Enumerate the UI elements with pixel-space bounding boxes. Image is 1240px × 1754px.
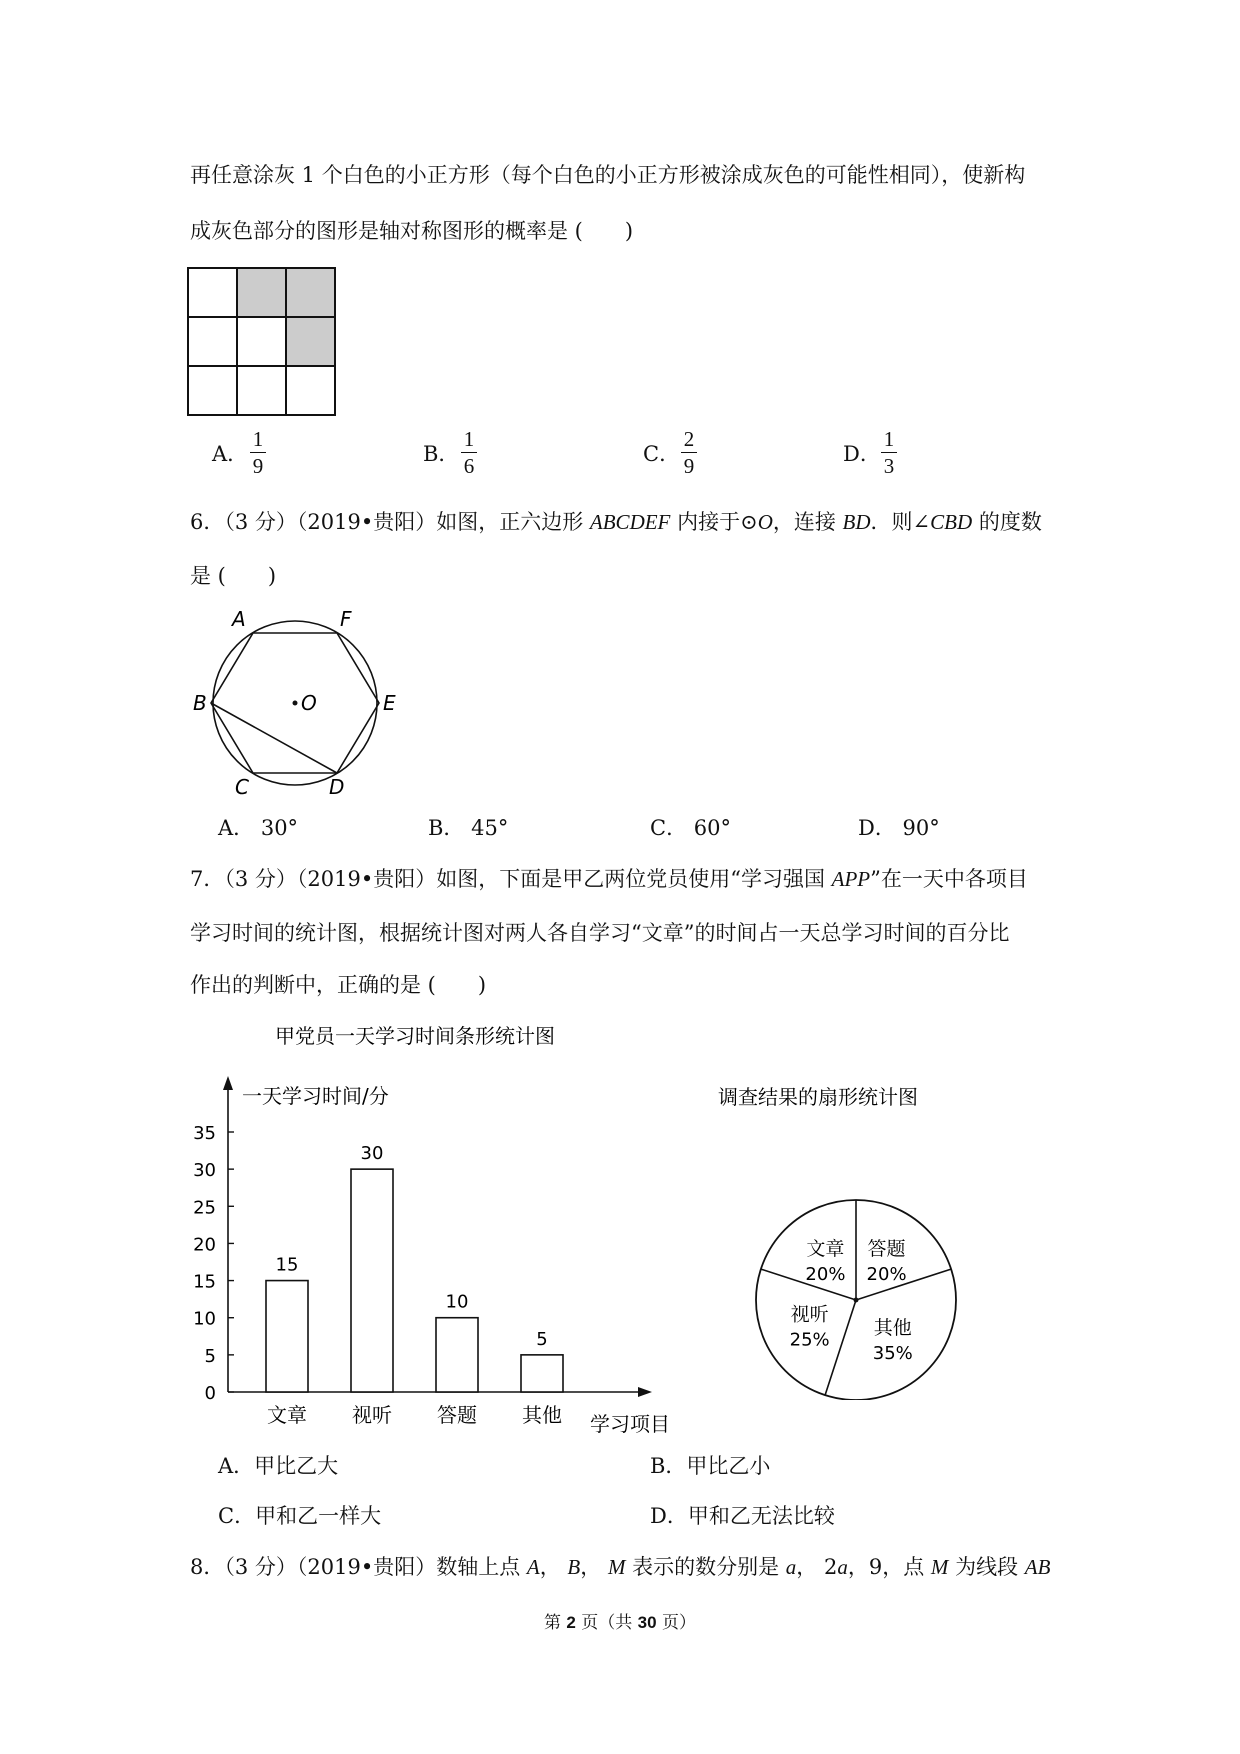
q5-grid-figure: [186, 266, 338, 418]
q5-option-b-fraction: [461, 428, 477, 477]
bar-value-label: 5: [536, 1328, 548, 1350]
bar: [436, 1318, 478, 1392]
q7-text-line1: 7．（3 分）（2019•贵阳）如图，下面是甲乙两位党员使用“学习强国 APP”在一天中各项目: [190, 867, 1028, 891]
q6-text-line2: 是 ( ): [190, 564, 277, 588]
pie-chart-title: 调查结果的扇形统计图: [718, 1085, 918, 1109]
y-axis-arrow: [223, 1076, 233, 1090]
fraction-numerator: 1: [463, 427, 475, 451]
fraction-denominator: 3: [883, 454, 895, 478]
grid-cell-gray: [286, 317, 335, 366]
pie-slice-percent: 25%: [789, 1329, 830, 1351]
label-e: E: [383, 691, 396, 715]
q7-text-line2: 学习时间的统计图，根据统计图对两人各自学习“文章”的时间占一天总学习时间的百分比: [190, 921, 1010, 945]
grid-cell-gray: [286, 268, 335, 317]
label-c: C: [235, 775, 249, 799]
fraction-numerator: 1: [883, 427, 895, 451]
grid-cell-gray: [237, 268, 286, 317]
q6-option-d[interactable]: D． 90°: [858, 816, 940, 840]
pie-slice-name: 其他: [873, 1316, 912, 1339]
hexagon-figure: [185, 606, 415, 806]
label-b: B: [193, 691, 207, 715]
x-category-label: 文章: [267, 1403, 307, 1427]
y-tick-label: 10: [193, 1308, 216, 1330]
fraction-denominator: 9: [252, 454, 264, 478]
bar-chart-title: 甲党员一天学习时间条形统计图: [275, 1024, 555, 1048]
q5-text-line2: 成灰色部分的图形是轴对称图形的概率是 ( ): [190, 219, 634, 243]
q7-option-a[interactable]: A．甲比乙大: [218, 1454, 339, 1478]
y-tick-label: 5: [204, 1345, 216, 1367]
fraction-numerator: 2: [683, 427, 695, 451]
fraction-bar: [250, 452, 266, 453]
q5-option-c-fraction: [681, 428, 697, 477]
q6-text-line1: 6．（3 分）（2019•贵阳）如图，正六边形 ABCDEF 内接于⊙O，连接 BD．则∠CBD 的度数: [190, 510, 1042, 534]
grid-cell-white: [188, 317, 237, 366]
q5-option-d[interactable]: D．: [843, 442, 881, 466]
fraction-numerator: 1: [252, 427, 264, 451]
bar: [351, 1169, 393, 1392]
grid-cell-white: [237, 366, 286, 415]
y-tick-label: 0: [204, 1383, 216, 1404]
y-tick-label: 30: [193, 1160, 216, 1182]
pie-slice-percent: 35%: [872, 1342, 913, 1364]
label-o: O: [301, 691, 317, 715]
grid-cell-white: [188, 366, 237, 415]
q5-option-a-fraction: [250, 428, 266, 477]
x-axis-arrow: [638, 1387, 652, 1397]
y-tick-label: 25: [193, 1197, 216, 1219]
fraction-denominator: 9: [683, 454, 695, 478]
x-category-label: 答题: [437, 1403, 477, 1427]
fraction-denominator: 6: [463, 454, 475, 478]
pie-slice-name: 文章: [806, 1237, 845, 1260]
bar-value-label: 30: [360, 1143, 384, 1165]
q6-option-b[interactable]: B． 45°: [428, 816, 509, 840]
y-tick-label: 35: [193, 1123, 216, 1144]
bar: [521, 1355, 563, 1392]
q7-option-b[interactable]: B．甲比乙小: [650, 1454, 771, 1478]
q5-text-line1: 再任意涂灰 1 个白色的小正方形（每个白色的小正方形被涂成灰色的可能性相同），使新构: [190, 163, 1026, 187]
q5-option-b[interactable]: B．: [423, 442, 460, 466]
page-footer: 第 2 页（共 30 页）: [543, 1613, 696, 1633]
grid-cell-white: [237, 317, 286, 366]
bar-value-label: 10: [445, 1291, 469, 1313]
q7-option-c[interactable]: C．甲和乙一样大: [218, 1504, 382, 1528]
q8-text-line1: 8．（3 分）（2019•贵阳）数轴上点 A， B， M 表示的数分别是 a， 2a，9，点 M 为线段 AB: [190, 1555, 1051, 1579]
bar-chart-xlabel: 学习项目: [590, 1412, 670, 1436]
bar-chart: [190, 1020, 690, 1440]
q7-text-line3: 作出的判断中，正确的是 ( ): [190, 973, 487, 997]
pie-chart: [710, 1080, 980, 1400]
q7-option-d[interactable]: D．甲和乙无法比较: [650, 1504, 835, 1528]
grid-cell-white: [188, 268, 237, 317]
bar-value-label: 15: [275, 1254, 299, 1276]
q5-option-d-fraction: [881, 428, 897, 477]
x-category-label: 其他: [522, 1403, 562, 1427]
pie-slice-percent: 20%: [805, 1263, 846, 1285]
label-d: D: [329, 775, 345, 799]
y-tick-label: 15: [193, 1271, 216, 1293]
q5-option-a[interactable]: A．: [212, 442, 249, 466]
pie-slice-name: 视听: [790, 1303, 829, 1326]
label-f: F: [340, 607, 352, 631]
label-a: A: [232, 607, 246, 631]
center-point: [293, 701, 298, 706]
pie-center: [854, 1298, 859, 1303]
fraction-bar: [461, 452, 477, 453]
fraction-bar: [681, 452, 697, 453]
q5-option-c[interactable]: C．: [643, 442, 681, 466]
grid-cell-white: [286, 366, 335, 415]
q6-option-c[interactable]: C． 60°: [650, 816, 731, 840]
fraction-bar: [881, 452, 897, 453]
q6-option-a[interactable]: A． 30°: [218, 816, 299, 840]
bar-chart-ylabel: 一天学习时间/分: [242, 1084, 389, 1108]
pie-slice-name: 答题: [867, 1237, 906, 1260]
y-tick-label: 20: [193, 1234, 216, 1256]
bar: [266, 1281, 308, 1392]
segment-bd: [211, 703, 337, 773]
pie-slice-percent: 20%: [866, 1263, 907, 1285]
x-category-label: 视听: [352, 1403, 392, 1427]
